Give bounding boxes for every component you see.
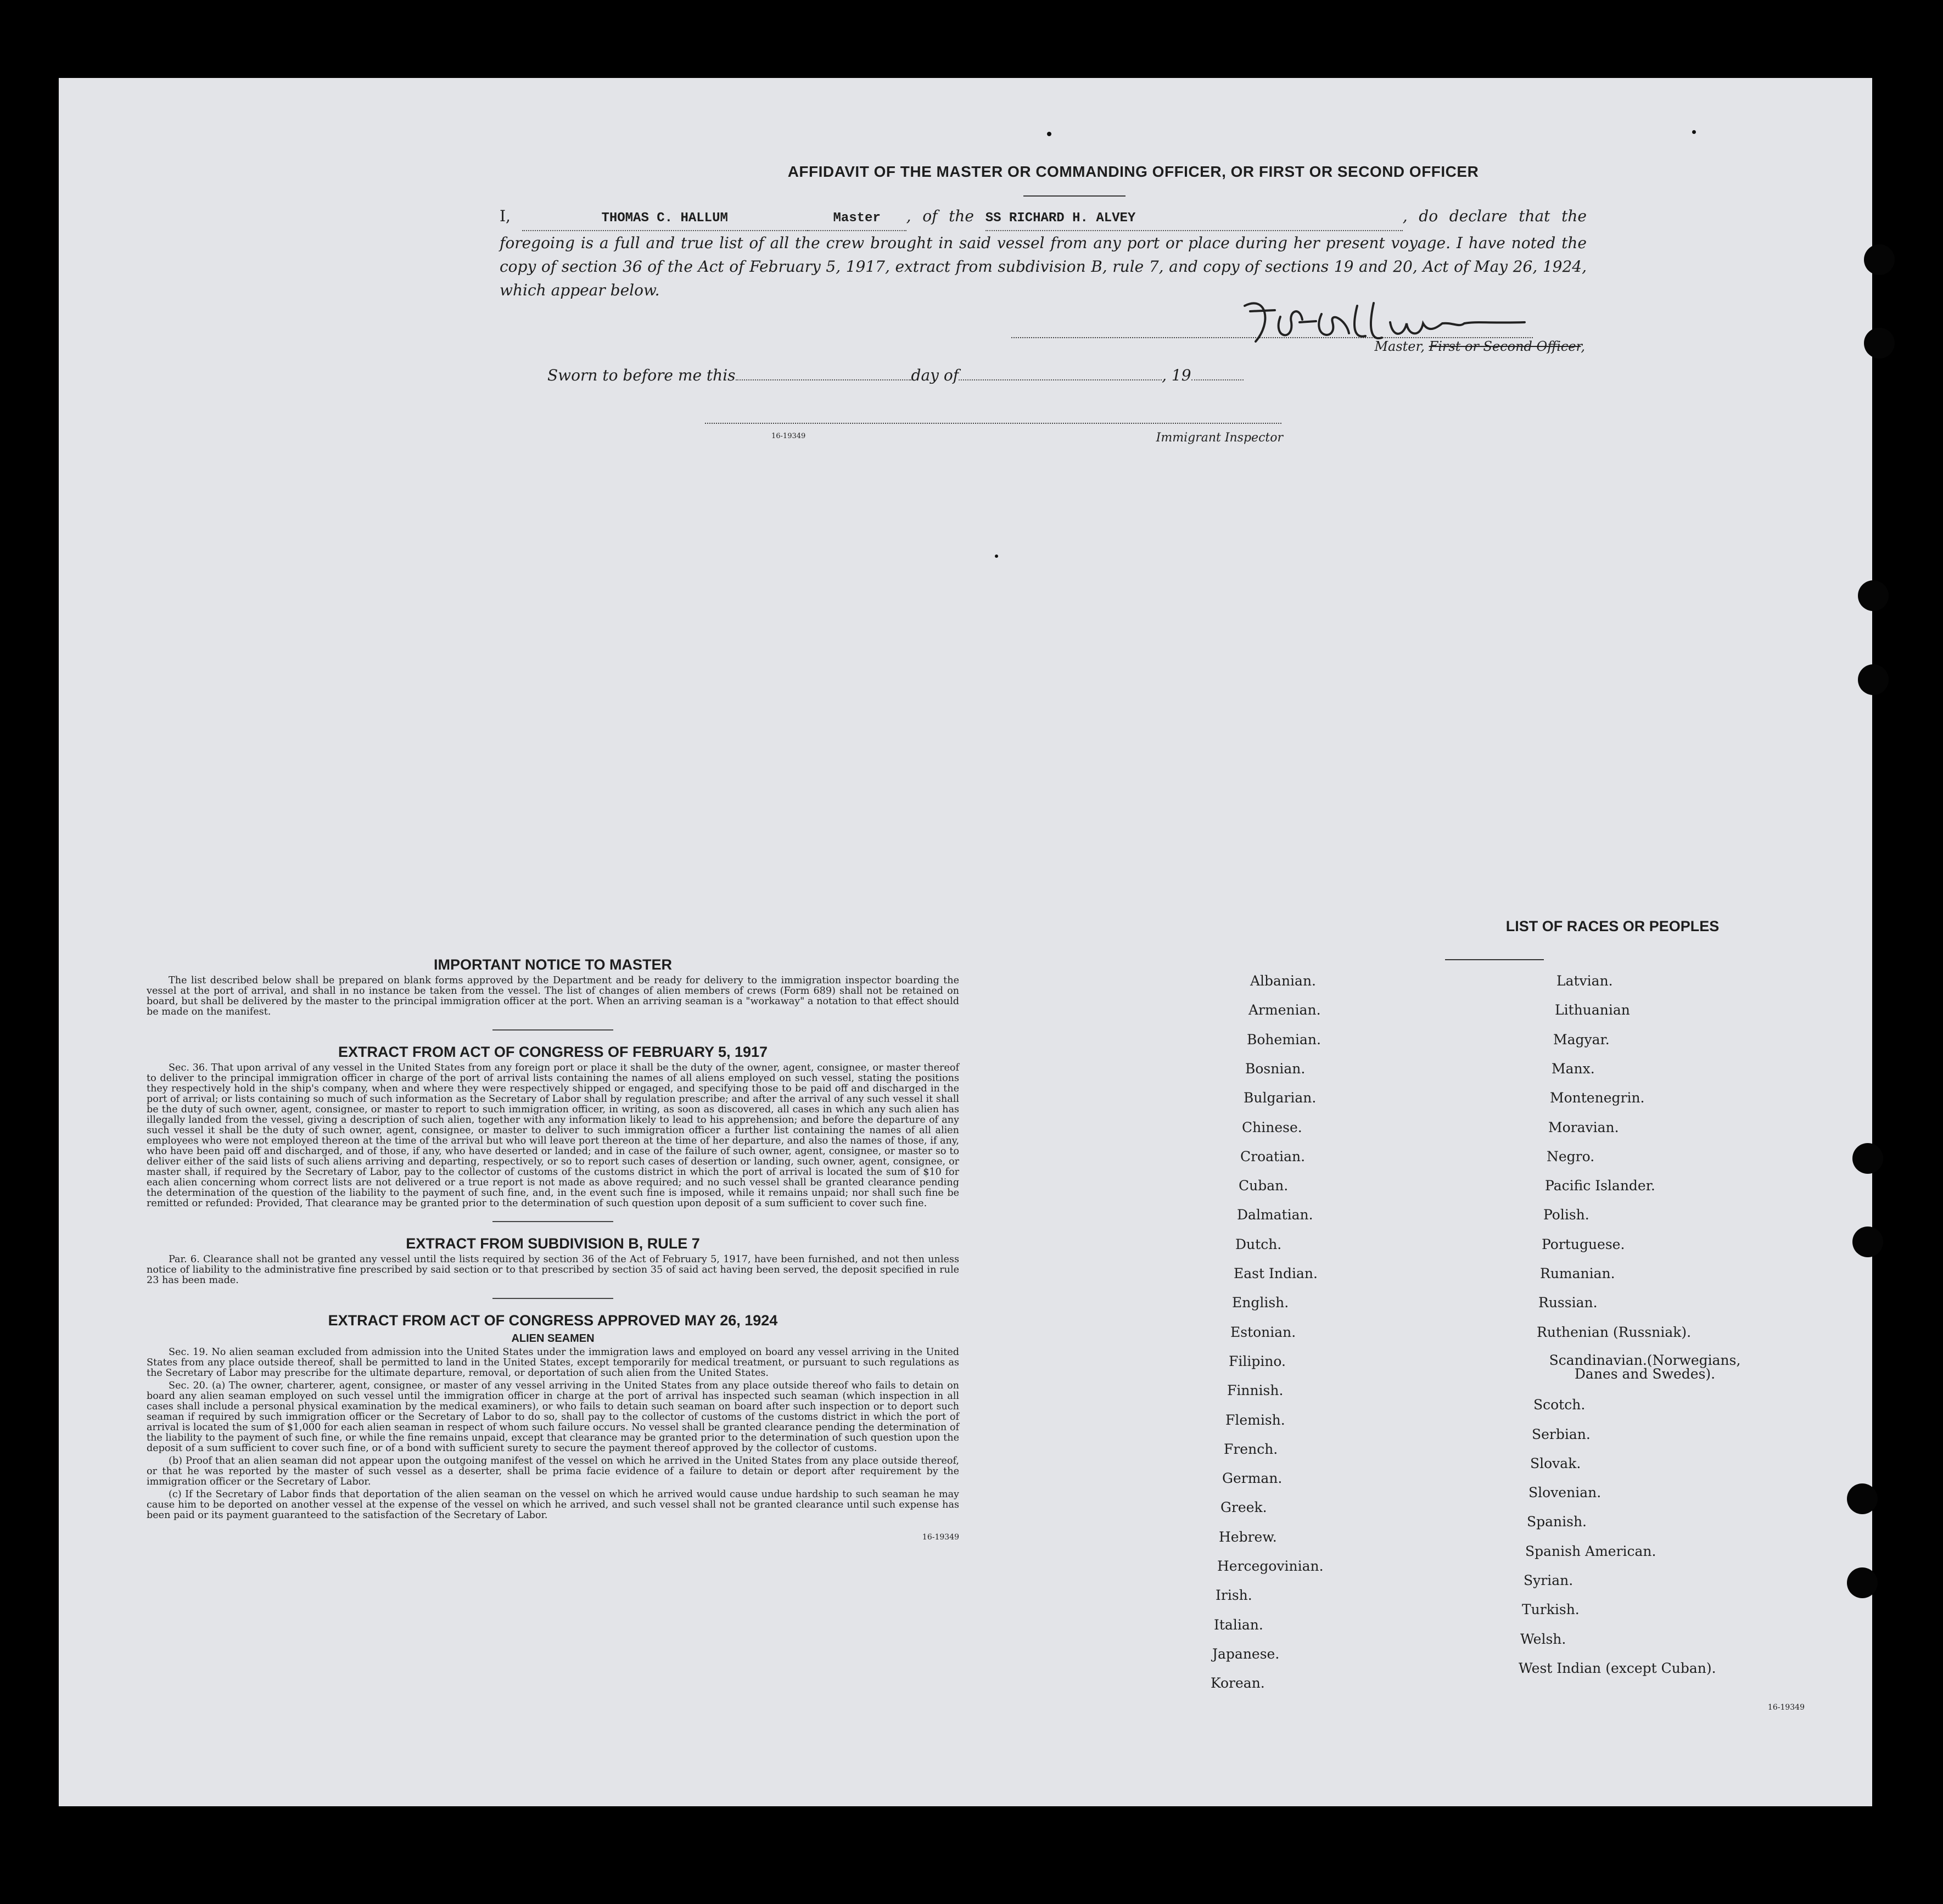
alien-seamen-subtitle: ALIEN SEAMEN: [511, 1332, 595, 1345]
legal-notices-column: [147, 956, 959, 1542]
speck: [995, 555, 998, 558]
form-number-top: 16-19349: [771, 432, 806, 440]
section-separator: [492, 1298, 613, 1299]
race-item: Cuban.: [1239, 1178, 1289, 1194]
race-item: Finnish.: [1227, 1382, 1284, 1398]
binder-hole: [1852, 1227, 1883, 1257]
binder-hole: [1864, 328, 1895, 359]
race-item: Scotch.: [1533, 1397, 1586, 1413]
binder-hole: [1858, 580, 1889, 611]
binder-hole: [1847, 1483, 1878, 1514]
race-item: Croatian.: [1240, 1149, 1306, 1164]
sec20a-text: Sec. 20. (a) The owner, charterer, agent, consignee, or master of any vessel arriving in the United States from any place outside thereof who fails to detain on board any alien seaman employed on such vessel until the immigration officer in charge at the port of arrival has inspected such seaman (which inspection in all cases shall include a personal physical examination by the medical examiners), or who fails to detain such seaman on board after such inspection or to deport such seaman if required by such immigration officer or the Secretary of Labor to do so, shall pay to the collector of customs of the customs district in which the port of arrival is located the sum of $1,000 for each alien seaman in respect of whom such failure occurs. No vessel shall be granted clearance pending the determination of the liability to the payment of such fine, or while the fine remains unpaid, except that clearance may be granted prior to the determination of such question upon the deposit of a sum sufficient to cover such fine, or of a bond with sufficient surety to secure the payment thereof approved by the collector of customs.: [147, 1380, 959, 1454]
race-item: Montenegrin.: [1550, 1090, 1645, 1106]
race-item: Korean.: [1211, 1675, 1265, 1691]
title-rule: [1023, 195, 1126, 197]
race-item: Magyar.: [1553, 1032, 1610, 1048]
extract-1917-title: EXTRACT FROM ACT OF CONGRESS OF FEBRUARY 5, 1917: [338, 1044, 768, 1060]
signature-caption: [1332, 339, 1585, 354]
race-item: Armenian.: [1248, 1002, 1321, 1018]
inspector-caption: Immigrant Inspector: [1156, 431, 1283, 445]
speck: [1692, 130, 1696, 134]
race-item: Portuguese.: [1542, 1236, 1625, 1252]
notice-title: IMPORTANT NOTICE TO MASTER: [434, 956, 672, 973]
race-item: German.: [1222, 1470, 1283, 1486]
race-item: Greek.: [1220, 1499, 1267, 1515]
race-item: Chinese.: [1242, 1119, 1302, 1135]
sec20b-text: (b) Proof that an alien seaman did not appear upon the outgoing manifest of the vessel on which he arrived in the United States from any place outside thereof, or that he was reported by the master of such vessel as a deserter, shall be prima facie evidence of a failure to detain or deport after requirement by the immigration officer or the Secretary of Labor.: [147, 1455, 959, 1487]
caption-struck-officer: First or Second Officer: [1429, 339, 1581, 354]
sec19-text: Sec. 19. No alien seaman excluded from admission into the United States under the immigration laws and employed on board any vessel arriving in the United States from any place outside thereof, shall be permitted to land in the United States, except temporarily for medical treatment, or pursuant to such regulations as the Secretary of Labor may prescribe for the ultimate departure, removal, or deportation of such alien from the United States.: [147, 1347, 959, 1379]
year-label: , 19: [1162, 366, 1191, 384]
inspector-signature-line: [705, 423, 1281, 424]
day-of-label: day of: [911, 366, 959, 384]
race-item: Italian.: [1214, 1617, 1263, 1633]
race-item: Syrian.: [1524, 1572, 1574, 1588]
rank-field: Master: [808, 206, 906, 231]
race-item: Estonian.: [1230, 1324, 1296, 1340]
rule7-text: Par. 6. Clearance shall not be granted any vessel until the lists required by section 36 of the Act of February 5, 1917, have been furnished, and not then unless notice of liability to the administrative fine prescribed by said section or to that prescribed by section 35 of said act having been served, the deposit specified in rule 23 has been made.: [147, 1254, 959, 1286]
race-item: Slovenian.: [1528, 1485, 1602, 1500]
race-item: Hebrew.: [1219, 1529, 1277, 1545]
extract-1924-title: EXTRACT FROM ACT OF CONGRESS APPROVED MAY 26, 1924: [328, 1312, 778, 1329]
form-number-races: 16-19349: [1767, 1703, 1805, 1712]
race-item: Slovak.: [1530, 1455, 1581, 1471]
races-title-rule: [1445, 959, 1544, 960]
form-number-left: 16-19349: [922, 1533, 959, 1542]
race-item: English.: [1232, 1295, 1289, 1311]
race-item: Scandinavian.(Norwegians, Danes and Swedes).: [1549, 1352, 1741, 1382]
race-item: Albanian.: [1250, 973, 1317, 989]
do-declare-label: , do declare: [1402, 207, 1508, 225]
race-item: Bohemian.: [1247, 1032, 1321, 1048]
race-item: Welsh.: [1520, 1631, 1566, 1647]
of-the-label: , of the: [906, 207, 974, 225]
race-item: Flemish.: [1225, 1412, 1285, 1428]
extract-1917-text: Sec. 36. That upon arrival of any vessel in the United States from any foreign port or place it shall be the duty of the owner, agent, consignee, or master thereof to deliver to the principal immigration officer in charge of the port of arrival lists containing the names of all aliens employed on such vessel, stating the positions they respectively hold in the ship's company, when and where they were respectively shipped or engaged, and specifying those to be paid off and discharged in the port of arrival; or lists containing so much of such information as the Secretary of Labor shall by regulation prescribe; and after the arrival of any such vessel it shall be the duty of such owner, agent, consignee, or master to report to such immigration officer, in writing, as soon as discovered, all cases in which any such alien has illegally landed from the vessel, giving a description of such alien, together with any information likely to lead to his apprehension; and before the departure of any such vessel it shall be the duty of such owner, agent, consignee, or master to deliver to such immigration officer a further list containing the names of all alien employees who were not employed thereon at the time of the arrival but who will leave port thereon at the time of her departure, and also the names of those, if any, who have been paid off and discharged, and of those, if any, who have deserted or landed; and in case of the failure of such owner, agent, consignee, or master so to deliver either of the said lists of such aliens arriving and departing, respectively, or so to report such cases of desertion or landing, such owner, agent, consignee, or master shall, if required by the Secretary of Labor, pay to the collector of customs of the customs district in which the port of arrival is located the sum of $10 for each alien concerning whom correct lists are not delivered or a true report is not made as above required; and no such vessel shall be granted clearance pending the determination of the question of the liability to the payment of such fine, and, in the event such fine is imposed, while it remains unpaid; nor shall such fine be remitted or refunded: Provided, That clearance may be granted prior to the determination of such question upon deposit of a sum sufficient to cover such fine.: [147, 1062, 959, 1209]
section-separator: [492, 1029, 613, 1031]
binder-hole: [1847, 1567, 1878, 1598]
notice-text: The list described below shall be prepared on blank forms approved by the Department and be ready for delivery to the immigration inspector boarding the vessel at the port of arrival, and shall in no instance be taken from the vessel. The list of changes of alien members of crews (Form 689) shall not be retained on board, but shall be delivered by the master to the principal immigration officer at the port. When an arriving seaman is a "workaway" a notation to that effect should be made on the manifest.: [147, 975, 959, 1017]
section-separator: [492, 1221, 613, 1222]
race-item: Bosnian.: [1245, 1061, 1306, 1077]
race-item: Dutch.: [1235, 1236, 1282, 1252]
race-item: Irish.: [1216, 1587, 1252, 1603]
race-item: Moravian.: [1548, 1119, 1619, 1135]
caption-comma: ,: [1581, 339, 1585, 354]
race-item: Polish.: [1543, 1207, 1589, 1223]
race-item: Bulgarian.: [1244, 1090, 1317, 1106]
race-item: Filipino.: [1229, 1353, 1286, 1369]
race-item: Negro.: [1547, 1149, 1595, 1164]
race-item: Spanish.: [1527, 1514, 1587, 1530]
sec20c-text: (c) If the Secretary of Labor finds that deportation of the alien seaman on the vessel on which he arrived would cause undue hardship to such seaman he may cause him to be deported on another vessel at the expense of the vessel on which he arrived, and such vessel shall not be granted clearance until such expense has been paid or its payment guaranteed to the satisfaction of the Secretary of Labor.: [147, 1489, 959, 1521]
race-item: Hercegovinian.: [1217, 1558, 1324, 1574]
sworn-line: [547, 366, 1261, 384]
race-item: Dalmatian.: [1237, 1207, 1313, 1223]
binder-hole: [1858, 664, 1889, 695]
declaration-text: that the foregoing is a full and true list of all the crew brought in said vessel from any port or place during her present voyage. I have noted the copy of section 36 of the Act of February 5, 1917, extract from subdivision B, rule 7, and copy of sections 19 and 20, Act of May 26, 1924, which appear below.: [500, 207, 1587, 299]
affidavit-declaration: [500, 204, 1587, 302]
binder-hole: [1852, 1143, 1883, 1174]
binder-hole: [1864, 244, 1895, 275]
race-item: Ruthenian (Russniak).: [1537, 1324, 1692, 1340]
document-page: [59, 78, 1872, 1806]
races-title: LIST OF RACES OR PEOPLES: [1505, 918, 1720, 934]
speck: [1047, 132, 1051, 136]
race-item: Japanese.: [1212, 1646, 1280, 1662]
race-item: Russian.: [1538, 1295, 1598, 1311]
i-label: I,: [500, 207, 511, 225]
race-item: Turkish.: [1522, 1601, 1580, 1617]
rule7-title: EXTRACT FROM SUBDIVISION B, RULE 7: [406, 1235, 700, 1252]
race-item: Serbian.: [1532, 1426, 1591, 1442]
race-item: Pacific Islander.: [1545, 1178, 1655, 1194]
sworn-label: Sworn to before me this: [547, 366, 736, 384]
race-item: Rumanian.: [1540, 1265, 1615, 1281]
race-item: Manx.: [1552, 1061, 1595, 1077]
race-item: Spanish American.: [1525, 1543, 1656, 1559]
race-item: Latvian.: [1556, 973, 1613, 989]
affidavit-title: AFFIDAVIT OF THE MASTER OR COMMANDING OFFICER, OR FIRST OR SECOND OFFICER: [787, 163, 1479, 180]
race-item: East Indian.: [1234, 1265, 1318, 1281]
vessel-field: SS RICHARD H. ALVEY: [986, 206, 1403, 231]
caption-master: Master,: [1374, 339, 1429, 354]
master-name-field: THOMAS C. HALLUM: [522, 206, 808, 231]
race-item: West Indian (except Cuban).: [1519, 1660, 1716, 1676]
race-item: Lithuanian: [1555, 1002, 1630, 1018]
race-item: French.: [1224, 1441, 1278, 1457]
